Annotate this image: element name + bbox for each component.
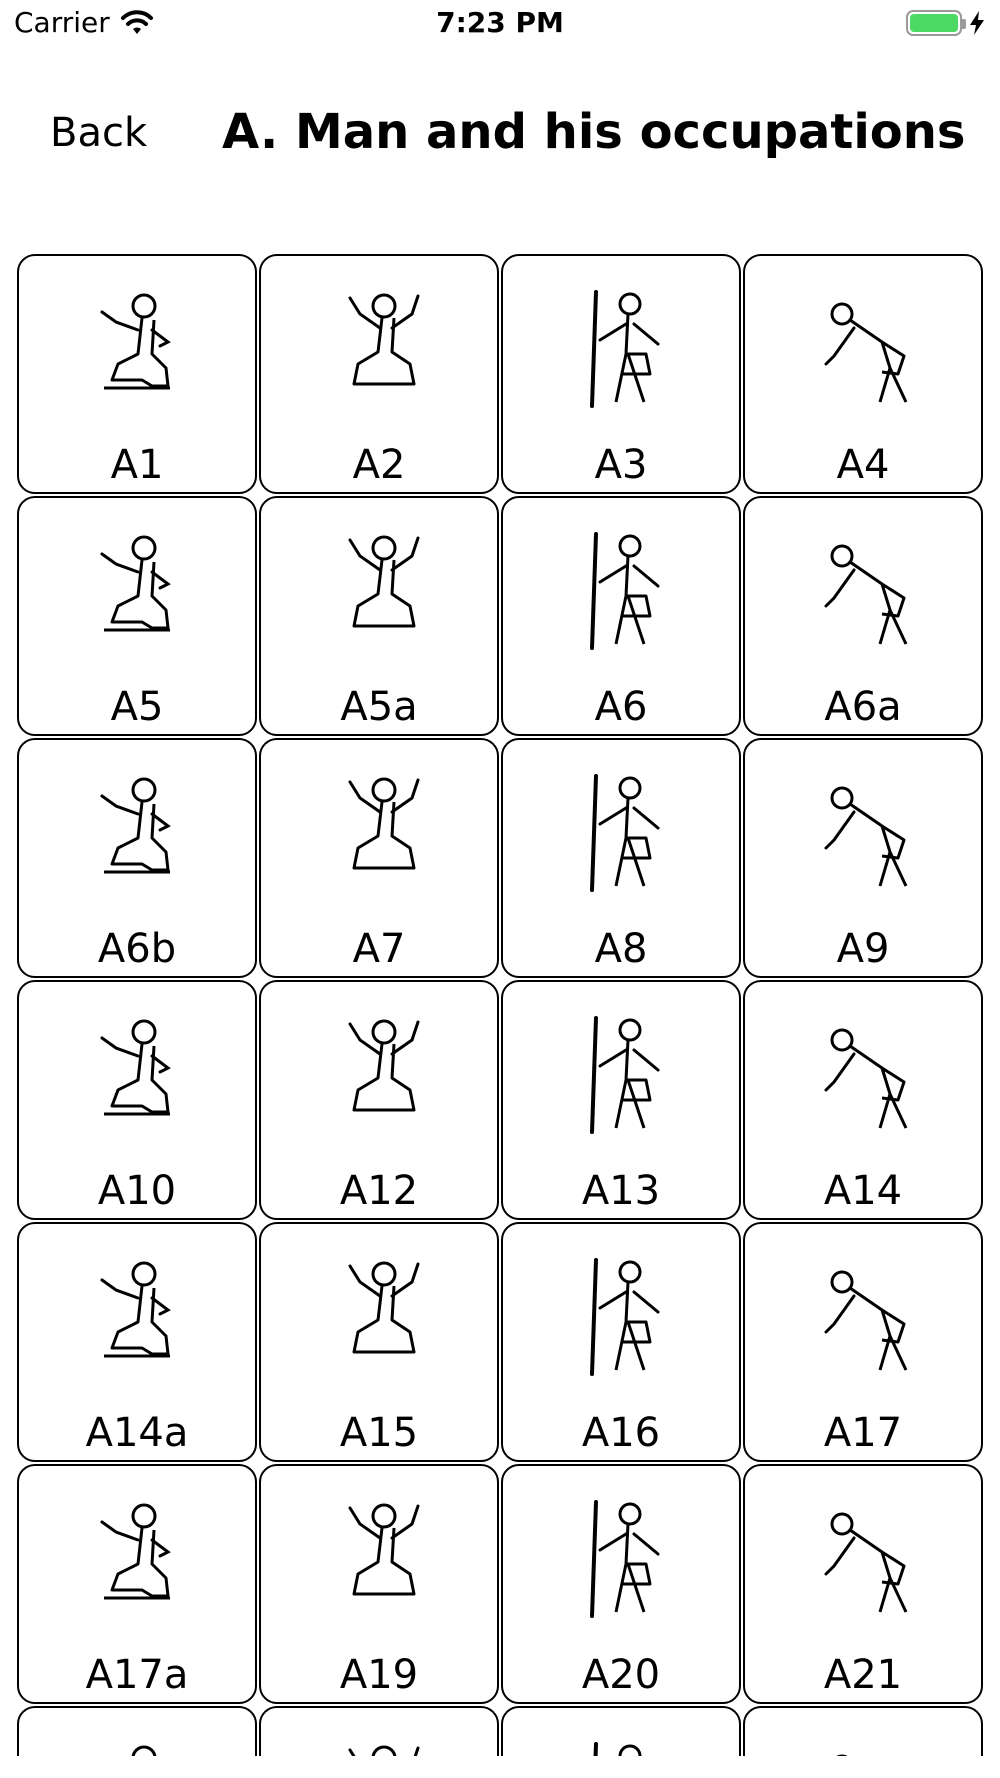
sign-label: A17a: [85, 1652, 189, 1698]
sign-cell[interactable]: [259, 254, 499, 494]
sign-collection[interactable]: [0, 254, 1000, 1756]
sign-label: A15: [339, 1410, 419, 1456]
sign-label: A19: [339, 1652, 419, 1698]
seated-man-hiding-icon: [314, 526, 444, 656]
sign-cell[interactable]: [501, 496, 741, 736]
falling-man-icon: [798, 1010, 928, 1140]
sign-label: A5a: [340, 684, 418, 730]
sign-cell[interactable]: [743, 738, 983, 978]
man-under-water-icon: [556, 526, 686, 656]
sign-cell[interactable]: [501, 254, 741, 494]
bound-captive-icon: [556, 1010, 686, 1140]
man-reaching-down-icon: [798, 526, 928, 656]
sign-cell[interactable]: [501, 1222, 741, 1462]
sign-grid: [17, 254, 983, 1756]
sign-label: A5: [110, 684, 164, 730]
bowing-man-icon: [556, 1252, 686, 1382]
sign-cell[interactable]: [17, 1706, 257, 1756]
sign-cell[interactable]: [501, 980, 741, 1220]
carrier-label: Carrier: [14, 6, 110, 39]
man-steadying-basket-icon: [798, 768, 928, 898]
charging-bolt-icon: [968, 10, 986, 36]
sign-label: A8: [594, 926, 648, 972]
sign-label: A6b: [97, 926, 177, 972]
sign-cell[interactable]: [259, 1222, 499, 1462]
sign-cell[interactable]: [743, 1222, 983, 1462]
sign-cell[interactable]: [259, 738, 499, 978]
sign-label: A14a: [85, 1410, 189, 1456]
page-title: A. Man and his occupations: [222, 104, 966, 160]
sign-label: A4: [836, 442, 890, 488]
sign-label: A3: [594, 442, 648, 488]
sign-cell[interactable]: [743, 496, 983, 736]
sign-cell[interactable]: [17, 1464, 257, 1704]
sign-label: A10: [97, 1168, 177, 1214]
sign-label: A6a: [824, 684, 902, 730]
partial-sign-icon: [556, 1736, 686, 1756]
sign-label: A17: [823, 1410, 903, 1456]
sign-label: A7: [352, 926, 406, 972]
sign-cell[interactable]: [259, 1706, 499, 1756]
sign-cell[interactable]: [17, 980, 257, 1220]
seated-man-icon: [72, 284, 202, 414]
man-sitting-on-heel-icon: [556, 284, 686, 414]
battery-level-fill: [910, 14, 958, 32]
back-button[interactable]: Back: [50, 110, 148, 156]
sign-cell[interactable]: [17, 254, 257, 494]
man-with-forked-staff-icon: [556, 1494, 686, 1624]
sign-label: A9: [836, 926, 890, 972]
partial-sign-icon: [72, 1736, 202, 1756]
seated-man-with-oar-icon: [72, 1010, 202, 1140]
sign-cell[interactable]: [259, 496, 499, 736]
man-with-staff-and-cloth-icon: [798, 1494, 928, 1624]
partial-sign-icon: [314, 1736, 444, 1756]
sign-cell[interactable]: [501, 1706, 741, 1756]
sign-cell[interactable]: [743, 1464, 983, 1704]
sign-label: A2: [352, 442, 406, 488]
fatigued-man-icon: [314, 768, 444, 898]
status-time: 7:23 PM: [436, 6, 564, 39]
sign-label: A21: [823, 1652, 903, 1698]
sign-cell[interactable]: [743, 980, 983, 1220]
battery-indicator: [906, 10, 986, 36]
man-performing-hnw-rite-icon: [556, 768, 686, 898]
sign-label: A12: [339, 1168, 419, 1214]
sign-cell[interactable]: [17, 1222, 257, 1462]
sign-cell[interactable]: [259, 1464, 499, 1704]
sign-cell[interactable]: [743, 1706, 983, 1756]
partial-sign-icon: [798, 1736, 928, 1756]
soldier-with-bow-icon: [314, 1010, 444, 1140]
sign-label: A6: [594, 684, 648, 730]
sign-cell[interactable]: [501, 1464, 741, 1704]
battery-icon: [906, 10, 962, 36]
child-sitting-arms-icon: [72, 1494, 202, 1624]
bent-man-with-staff-icon: [314, 1494, 444, 1624]
sign-label: A14: [823, 1168, 903, 1214]
sign-cell[interactable]: [17, 738, 257, 978]
man-struck-by-axe-icon: [72, 1252, 202, 1382]
man-hand-to-mouth-icon: [314, 284, 444, 414]
navigation-bar: [0, 80, 1000, 190]
sign-cell[interactable]: [501, 738, 741, 978]
sign-label: A16: [581, 1410, 661, 1456]
man-hiding-behind-wall-icon: [72, 526, 202, 656]
sign-cell[interactable]: [17, 496, 257, 736]
sign-cell[interactable]: [743, 254, 983, 494]
sign-label: A1: [110, 442, 164, 488]
sign-label: A13: [581, 1168, 661, 1214]
sign-label: A20: [581, 1652, 661, 1698]
man-reaching-vessel-icon: [72, 768, 202, 898]
man-falling-icon: [314, 1252, 444, 1382]
child-sitting-icon: [798, 1252, 928, 1382]
sign-cell[interactable]: [259, 980, 499, 1220]
man-arms-raised-icon: [798, 284, 928, 414]
status-bar: [0, 0, 1000, 52]
